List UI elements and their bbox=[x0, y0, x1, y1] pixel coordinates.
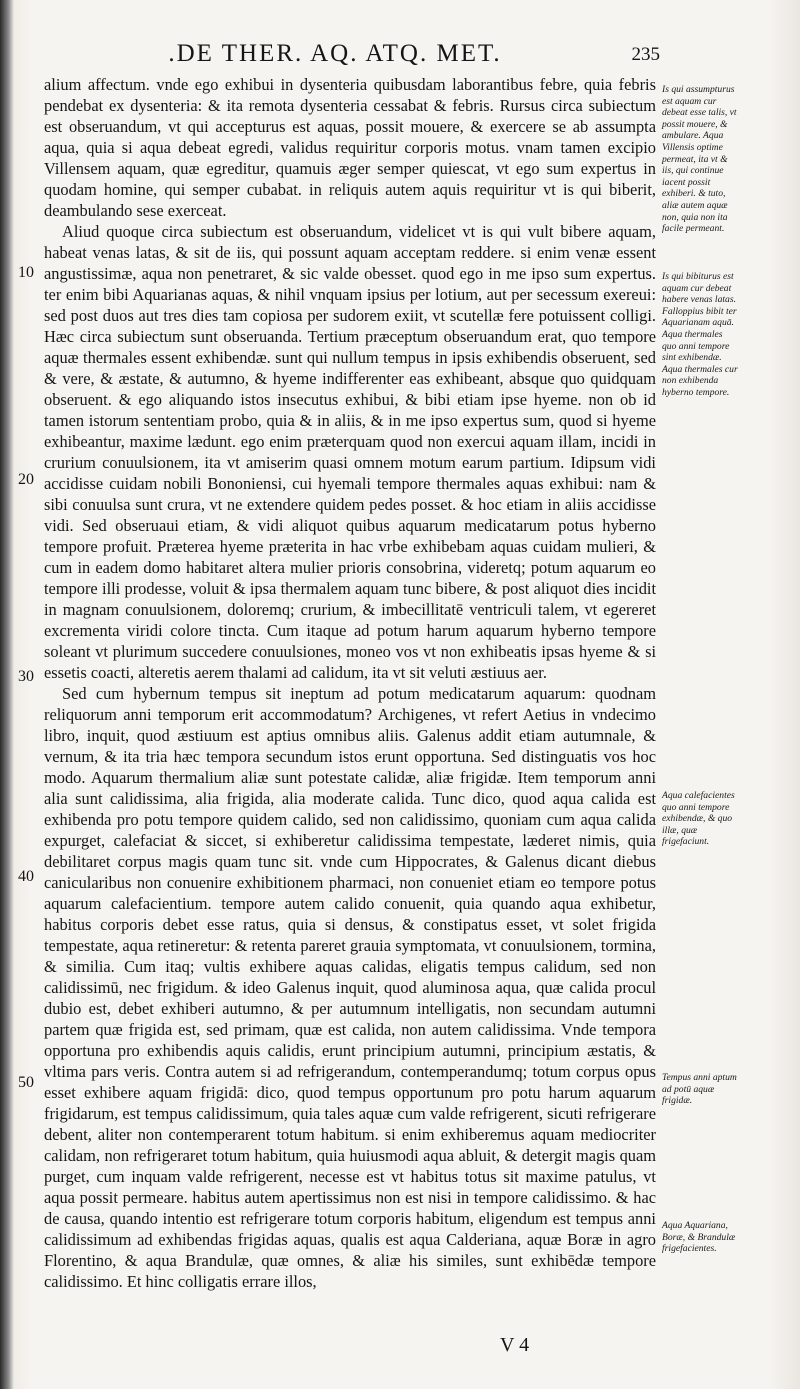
running-title: .DE THER. AQ. ATQ. MET. bbox=[168, 40, 502, 67]
marginal-note-1: Is qui assumpturus est aquam cur debeat esse talis, vt possit mouere, & ambulare. Aqua Villensis optime permeat, ita vt & iis, qui continue iacent possit exhiberi. & tuto, aliæ autem aquæ non, quia non ita facile permeant. bbox=[662, 84, 737, 235]
marginal-note-4: Tempus anni aptum ad potū aquæ frigidæ. bbox=[662, 1072, 737, 1107]
main-text-block bbox=[44, 74, 656, 1292]
paragraph-2: Aliud quoque circa subiectum est obseruandum, videlicet vt is qui vult bibere aquam, habeat venas latas, & sit de iis, qui possunt aquam acceptam reddere. si enim venæ essent angustissimæ, aqua non penetraret, & sic valde obesset. quod ego in me ipso sum expertus. ter enim bibi Aquarianas aquas, & nihil vnquam ipsius per lotium, aut per secessum exereui: sed post duos aut tres dies tam copiosa per sudorem exiit, vt scutellæ fere potuissent colligi. Hæc circa subiectum sunt obseruanda. Tertium præceptum obseruandum erat, quo tempore aquæ thermales essent exhibendæ. sunt qui nullum tempus in ipsis exhibendis obseruent, sed & vere, & æstate, & autumno, & hyeme indifferenter eas exhibeant, absque quo quidquam obseruent. & ego aliquando istos insecutus exhibui, & bibi etiam ipse hyeme. non ob id tamen istorum sententiam probo, quia & in aliis, & in me ipso expertus sum, quod si hyeme exhibeantur, maxime lædunt. ego enim præterquam quod non exercui aquam illam, incidi in crurium conuulsionem, ita vt amiserim quasi omnem motum earum partium. Idipsum vidi accidisse cuidam nobili Bononiensi, cui hyemali tempore thermales aquas exhibui: nam & sibi conuulsa sunt crura, vt ne extendere quidem pedes posset. & hoc etiam in aliis accidisse vidi. Sed obseruaui etiam, & vidi aliquot quibus aquarum medicatarum potus hyberno tempore profuit. Præterea hyeme præterita in hac vrbe exhibebam aquas cuidam mulieri, & cum in eadem domo habitaret altera mulier prioris consobrina, videretq; potum aquarum eo tempore illi prodesse, voluit & ipsa thermalem aquam tunc bibere, & post aliquot dies incidit in magnam conuulsionem, doloremq; crurium, & imbecillitatē ventriculi talem, vt egereret excrementa viridi colore tincta. Cum itaque ad potum harum aquarum hyberno tempore soleant vt plurimum succedere conuulsiones, moneo vos vt non exhibeatis ipsas hyeme & si essetis coacti, alteretis aerem thalami ad calidum, ita vt sit veluti æstiuus aer. bbox=[44, 222, 656, 682]
line-number-50: 50 bbox=[18, 1074, 34, 1091]
signature-mark: V 4 bbox=[500, 1334, 530, 1356]
line-number-10: 10 bbox=[18, 264, 34, 281]
paragraph-1: alium affectum. vnde ego exhibui in dysenteria quibusdam laborantibus febre, quia febris pendebat ex dysenteria: & ita remota dysenteria cessabat & febris. Rursus circa subiectum est obseruandum, vt qui accepturus est aquas, possit mouere, & exercere se ab assumpta aqua, quia si aqua debeat egredi, validus requiritur corporis motus. vnam tamen excipio Villensem aquam, quæ egreditur, quamuis æger semper quiescat, vt ego sum expertus in quodam homine, qui semper cubabat. in reliquis autem aquis requiritur vt is qui biberit, deambulando sese exerceat. bbox=[44, 75, 656, 220]
line-number-30: 30 bbox=[18, 668, 34, 685]
marginal-note-2: Is qui bibiturus est aquam cur debeat habere venas latas. Falloppius bibit ter Aquarianam aquā. Aqua thermales quo anni tempore sint exhibendæ. Aqua thermales cur non exhibenda hyberno tempore. bbox=[662, 271, 738, 398]
paragraph-3: Sed cum hybernum tempus sit ineptum ad potum medicatarum aquarum: quodnam reliquorum anni temporum erit accommodatum? Archigenes, vt refert Aetius in vndecimo libro, inquit, quod æstiuum est aptius omnibus aliis. Galenus addit etiam autumnale, & vernum, & ita tria hæc tempora secundum istos erunt opportuna. Sed distinguatis vos hoc modo. Aquarum thermalium aliæ sunt potestate calidæ, aliæ frigidæ. Item temporum anni alia sunt calidissima, alia frigida, alia moderate calida. Tunc dico, quod aqua calida est exhibenda pro potu tempore quidem calido, sed non calidissimo, quoniam cum aqua calida expurget, calefaciat & siccet, si exhiberetur calidissima tempestate, læderet nimis, quia debilitaret corpus magis quam tunc sit. vnde cum Hippocrates, & Galenus dicant diebus canicularibus non conuenire exhibitionem pharmaci, non conueniet etiam eo tempore potus aquarum calefacientium. tempore autem calido conuenit, quia quando aqua exhibetur, habitus corporis debet esse ratus, quia si densus, & constipatus esset, vt solet frigida tempestate, aqua retineretur: & retenta pareret grauia symptomata, vt conuulsionem, tormina, & similia. Cum itaq; vultis exhibere aquas calidas, eligatis tempus calidum, sed non calidissimū, nec frigidum. & ideo Galenus inquit, quod aluminosa aqua, quæ calida procul dubio est, debet exhiberi autumno, & per autumnum intelligatis, non secundam autumni partem quæ frigida est, sed primam, quæ est calida, non autem calidissima. Vnde tempora opportuna pro exhibendis aquis calidis, erunt principium autumni, principium æstatis, & vltima pars veris. Contra autem si ad refrigerandum, contemperandumq; totum corpus opus esset exhibere aquam frigidā: dico, quod tempus opportunum pro potu harum aquarum frigidarum, est tempus calidissimum, quia tales aquæ cum valde refrigerent, sicuti refrigerare debent, aliter non contemperarent totum habitum. si enim exhiberemus aquam mediocriter calidam, non refrigeraret totum habitum, quia huiusmodi aqua abluit, & detergit magis quam purget, cum inquam valde refrigerent, necesse est vt habitus totus sit maxime patulus, vt aqua possit permeare. habitus autem apertissimus non est nisi in tempore calidissimo. & hac de causa, quando intentio est refrigerare totum corporis habitum, eligendum est tempus anni calidissimum ad exhibendas frigidas aquas, qualis est aqua Calderiana, aquæ Boræ in agro Florentino, & aqua Brandulæ, quæ omnes, & aliæ his similes, sunt exhibēdæ tempore calidissimo. Et hinc colligatis errare illos, bbox=[44, 684, 656, 1291]
page-spine-shadow bbox=[0, 0, 14, 1389]
marginal-note-5: Aqua Aquariana, Boræ, & Brandulæ frigefacientes. bbox=[662, 1220, 736, 1255]
marginal-note-3: Aqua calefacientes quo anni tempore exhibendæ, & quo illæ, quæ frigefaciunt. bbox=[662, 790, 735, 848]
line-number-40: 40 bbox=[18, 868, 34, 885]
page-number: 235 bbox=[631, 44, 660, 65]
line-number-20: 20 bbox=[18, 471, 34, 488]
